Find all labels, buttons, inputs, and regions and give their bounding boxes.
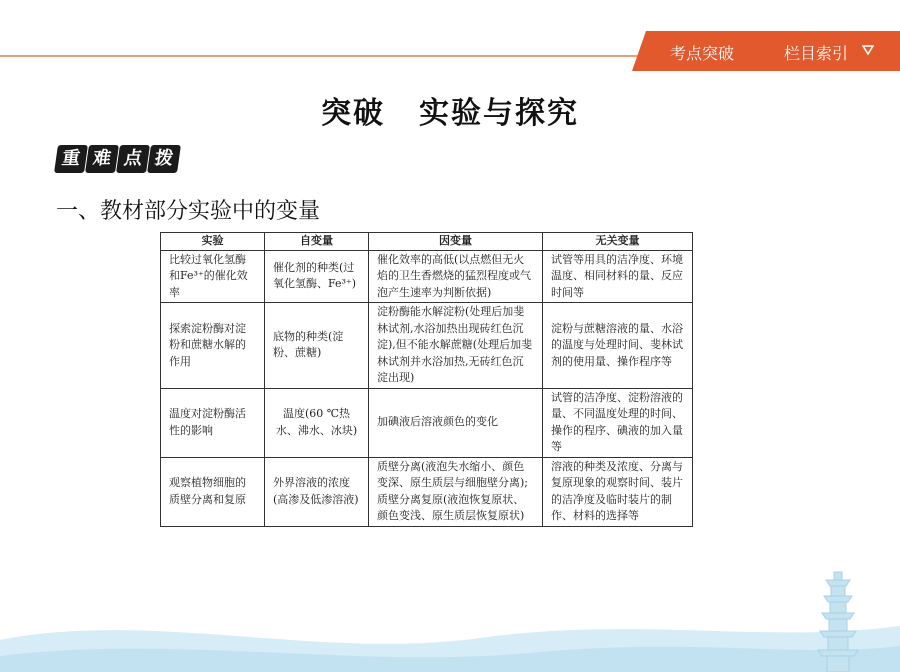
badge-char: 拨	[147, 145, 181, 173]
cell-experiment: 温度对淀粉酶活性的影响	[161, 388, 265, 457]
page-title-part2: 实验与探究	[419, 96, 579, 131]
cell-experiment: 观察植物细胞的质壁分离和复原	[161, 457, 265, 526]
tab-section-index[interactable]: 栏目索引	[784, 44, 849, 63]
cell-independent: 底物的种类(淀粉、蔗糖)	[265, 303, 369, 389]
table-header-row	[161, 233, 693, 251]
badge-char: 重	[54, 145, 88, 173]
triangle-down-icon[interactable]	[862, 45, 874, 55]
cell-dependent: 淀粉酶能水解淀粉(处理后加斐林试剂,水浴加热出现砖红色沉淀),但不能水解蔗糖(处理后加斐林试剂并水浴加热,无砖红色沉淀出现)	[369, 303, 543, 389]
cell-independent: 外界溶液的浓度(高渗及低渗溶液)	[265, 457, 369, 526]
cell-dependent: 质壁分离(液泡失水缩小、颜色变深、原生质层与细胞壁分离);质壁分离复原(液泡恢复原状、颜色变浅、原生质层恢复原状)	[369, 457, 543, 526]
header-rule	[0, 55, 640, 57]
pagoda-icon	[810, 570, 866, 672]
header-independent: 自变量	[265, 233, 369, 251]
cell-irrelevant: 试管等用具的洁净度、环境温度、相同材料的量、反应时间等	[543, 250, 693, 303]
tab-exam-points[interactable]: 考点突破	[670, 44, 735, 63]
key-points-badge	[56, 145, 180, 173]
badge-char: 难	[85, 145, 119, 173]
badge-char: 点	[116, 145, 150, 173]
header-experiment: 实验	[161, 233, 265, 251]
cell-experiment: 探索淀粉酶对淀粉和蔗糖水解的作用	[161, 303, 265, 389]
section-subheading: 一、教材部分实验中的变量	[56, 199, 321, 224]
header-dependent: 因变量	[369, 233, 543, 251]
page-title	[0, 88, 900, 132]
cell-irrelevant: 溶液的种类及浓度、分离与复原现象的观察时间、装片的洁净度及临时装片的制作、材料的选择等	[543, 457, 693, 526]
cell-independent: 温度(60 ℃热水、沸水、冰块)	[265, 388, 369, 457]
page-title-part1: 突破	[321, 96, 385, 131]
table-row	[161, 457, 693, 526]
table-row	[161, 250, 693, 303]
header-irrelevant: 无关变量	[543, 233, 693, 251]
decorative-wave	[0, 600, 900, 672]
cell-independent: 催化剂的种类(过氧化氢酶、Fe³⁺)	[265, 250, 369, 303]
table-row	[161, 303, 693, 389]
cell-irrelevant: 试管的洁净度、淀粉溶液的量、不同温度处理的时间、操作的程序、碘液的加入量等	[543, 388, 693, 457]
variables-table	[160, 232, 693, 527]
table-row	[161, 388, 693, 457]
cell-dependent: 加碘液后溶液颜色的变化	[369, 388, 543, 457]
cell-irrelevant: 淀粉与蔗糖溶液的量、水浴的温度与处理时间、斐林试剂的使用量、操作程序等	[543, 303, 693, 389]
cell-dependent: 催化效率的高低(以点燃但无火焰的卫生香燃烧的猛烈程度或气泡产生速率为判断依据)	[369, 250, 543, 303]
cell-experiment: 比较过氧化氢酶和Fe³⁺的催化效率	[161, 250, 265, 303]
